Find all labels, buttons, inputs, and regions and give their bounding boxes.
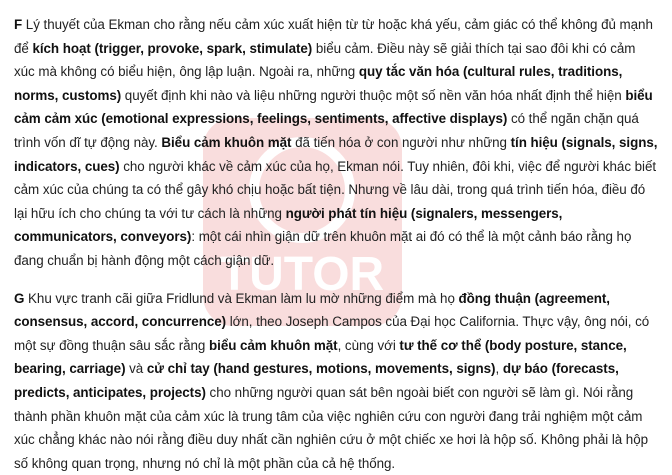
text-run: lớn, theo Joseph Campos của Đại học California. Thực vậy, ông nói, có một sự đồng thuận sâu sắc rằng: [14, 314, 650, 353]
bold-term: G: [14, 290, 25, 306]
text-run: quyết định khi nào và liệu những người thuộc một số nền văn hóa nhất định thể hiện: [121, 87, 626, 103]
text-run: biểu cảm. Điều này sẽ giải thích tại sao đôi khi có cảm xúc mà không có biểu hiện, ông lập luận. Ngoài ra, những: [14, 40, 636, 80]
bold-term: tín hiệu (signals, signs, indicators, cues): [14, 134, 658, 174]
text-run: : một cái nhìn giận dữ trên khuôn mặt ai đó có thể là một cảnh báo rằng họ đang chuẩn bị hành động một cách giận dữ.: [14, 229, 632, 268]
bold-term: quy tắc văn hóa (cultural rules, traditions, norms, customs): [14, 64, 623, 103]
bold-term: Biểu cảm khuôn mặt: [161, 134, 292, 150]
text-run: Lý thuyết của Ekman cho rằng nếu cảm xúc xuất hiện từ từ hoặc khá yếu, cảm giác có thể không đủ mạnh để: [14, 17, 653, 56]
text-run: cho người khác về cảm xúc của họ, Ekman nói. Tuy nhiên, đôi khi, việc để người khác biết cảm xúc của chúng ta có thể gây khó chịu hoặc bất tiện. Nhưng về lâu dài, trong quá trình tiến hóa, điều đó lại hữu ích cho chúng ta với tư cách là những: [14, 158, 657, 221]
text-run: cho những người quan sát bên ngoài biết con người sẽ làm gì. Nói rằng thành phần khuôn mặt của cảm xúc là trung tâm của việc nghiên cứu con người đang trải nghiệm một cảm xúc chẳng khác nào nói rằng điều duy nhất cần nghiên cứu ở một chiếc xe hơi là hộp số. Không phải là hộp số không quan trọng, nhưng nó chỉ là một phần của cả hệ thống.: [14, 384, 649, 471]
bold-term: cử chỉ tay (hand gestures, motions, movements, signs): [146, 361, 496, 377]
bold-term: tư thế cơ thể (body posture, stance, bearing, carriage): [14, 337, 627, 377]
bold-term: biểu cảm khuôn mặt: [209, 337, 338, 353]
text-run: đã tiến hóa ở con người như những: [291, 134, 511, 150]
bold-term: đồng thuận (agreement, consensus, accord, concurrence): [14, 290, 610, 330]
text-run: ,: [495, 361, 503, 377]
bold-term: kích hoạt (trigger, provoke, spark, stimulate): [32, 40, 313, 56]
bold-term: người phát tín hiệu (signalers, messengers, communicators, conveyors): [14, 205, 563, 245]
watermark-text: TUTOR: [219, 248, 385, 301]
bold-term: F: [14, 17, 23, 32]
paragraph-g: [14, 287, 658, 475]
text-run: Khu vực tranh cãi giữa Fridlund và Ekman làm lu mờ những điểm mà họ: [24, 290, 459, 306]
bold-term: dự báo (forecasts, predicts, anticipates, projects): [14, 361, 619, 400]
text-run: có thể ngăn chặn quá trình vốn dĩ tự động này.: [14, 111, 639, 150]
text-run: và: [125, 361, 147, 377]
text-run: , cùng với: [337, 337, 400, 353]
paragraph-f: [14, 13, 658, 273]
bold-term: biểu cảm cảm xúc (emotional expressions, feelings, sentiments, affective displays): [14, 87, 653, 127]
